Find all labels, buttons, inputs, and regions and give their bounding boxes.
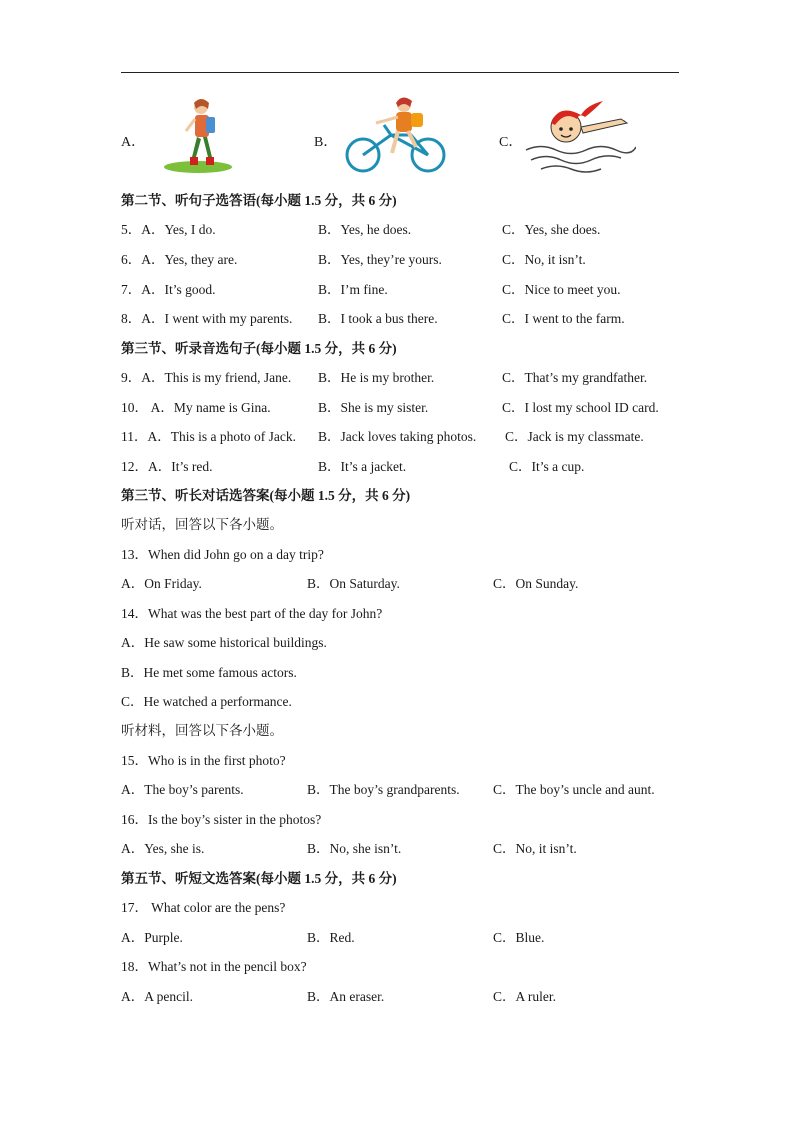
q9-option-c: C．That’s my grandfather.	[502, 370, 648, 385]
q15-option-c: C．The boy’s uncle and aunt.	[493, 782, 655, 797]
picture-option-b-label: B．	[314, 135, 338, 150]
picture-options	[121, 95, 681, 180]
q7-option-c: C．Nice to meet you.	[502, 282, 621, 297]
q11-option-c: C．Jack is my classmate.	[505, 429, 644, 444]
q16-option-b: B．No, she isn’t.	[307, 841, 402, 856]
q15-option-b: B．The boy’s grandparents.	[307, 782, 460, 797]
q13-stem: 13．When did John go on a day trip?	[121, 547, 324, 562]
q12-option-a: 12．A．It’s red.	[121, 459, 213, 474]
q5-option-a: 5．A．Yes, I do.	[121, 222, 216, 237]
q17-option-a: A．Purple.	[121, 930, 183, 945]
walking-person-image	[156, 95, 236, 175]
header-rule	[121, 72, 679, 73]
q18-option-a: A．A pencil.	[121, 989, 193, 1004]
q16-stem: 16．Is the boy’s sister in the photos?	[121, 812, 322, 827]
swimming-child-image	[521, 95, 636, 175]
q12-option-c: C．It’s a cup.	[509, 459, 585, 474]
q14-stem: 14．What was the best part of the day for John?	[121, 606, 383, 621]
q15-stem: 15．Who is in the first photo?	[121, 753, 286, 768]
q17-stem: 17． What color are the pens?	[121, 900, 286, 915]
q9-option-b: B．He is my brother.	[318, 370, 435, 385]
dialog-instruction-1: 听对话，回答以下各小题。	[121, 517, 283, 532]
q16-option-a: A．Yes, she is.	[121, 841, 205, 856]
q6-option-b: B．Yes, they’re yours.	[318, 252, 442, 267]
q6-option-a: 6．A．Yes, they are.	[121, 252, 238, 267]
picture-option-a-label: A．	[121, 135, 146, 150]
q8-option-a: 8．A．I went with my parents.	[121, 311, 293, 326]
q14-option-c: C．He watched a performance.	[121, 694, 292, 709]
q13-option-a: A．On Friday.	[121, 576, 202, 591]
section-3-header: 第三节、听录音选句子(每小题 1.5 分，共 6 分)	[121, 341, 397, 356]
q10-option-a: 10． A．My name is Gina.	[121, 400, 271, 415]
q18-option-c: C．A ruler.	[493, 989, 556, 1004]
q14-option-b: B．He met some famous actors.	[121, 665, 297, 680]
dialog-instruction-2: 听材料，回答以下各小题。	[121, 723, 283, 738]
q12-option-b: B．It’s a jacket.	[318, 459, 407, 474]
q17-option-c: C．Blue.	[493, 930, 545, 945]
q8-option-b: B．I took a bus there.	[318, 311, 438, 326]
q13-option-b: B．On Saturday.	[307, 576, 400, 591]
q5-option-c: C．Yes, she does.	[502, 222, 601, 237]
cycling-girl-image	[336, 95, 456, 177]
q16-option-c: C．No, it isn’t.	[493, 841, 577, 856]
section-3b-header: 第三节、听长对话选答案(每小题 1.5 分，共 6 分)	[121, 488, 411, 503]
q11-option-a: 11．A．This is a photo of Jack.	[121, 429, 296, 444]
q18-option-b: B．An eraser.	[307, 989, 385, 1004]
q14-option-a: A．He saw some historical buildings.	[121, 635, 327, 650]
q11-option-b: B．Jack loves taking photos.	[318, 429, 477, 444]
q15-option-a: A．The boy’s parents.	[121, 782, 244, 797]
section-2-header: 第二节、听句子选答语(每小题 1.5 分，共 6 分)	[121, 193, 397, 208]
q17-option-b: B．Red.	[307, 930, 355, 945]
picture-option-c-label: C．	[499, 135, 523, 150]
q7-option-a: 7．A．It’s good.	[121, 282, 216, 297]
q7-option-b: B．I’m fine.	[318, 282, 388, 297]
q8-option-c: C．I went to the farm.	[502, 311, 625, 326]
q10-option-b: B．She is my sister.	[318, 400, 429, 415]
q9-option-a: 9．A．This is my friend, Jane.	[121, 370, 292, 385]
q5-option-b: B．Yes, he does.	[318, 222, 412, 237]
q13-option-c: C．On Sunday.	[493, 576, 579, 591]
q18-stem: 18．What’s not in the pencil box?	[121, 959, 307, 974]
section-5-header: 第五节、听短文选答案(每小题 1.5 分，共 6 分)	[121, 871, 397, 886]
q6-option-c: C．No, it isn’t.	[502, 252, 586, 267]
q10-option-c: C．I lost my school ID card.	[502, 400, 659, 415]
